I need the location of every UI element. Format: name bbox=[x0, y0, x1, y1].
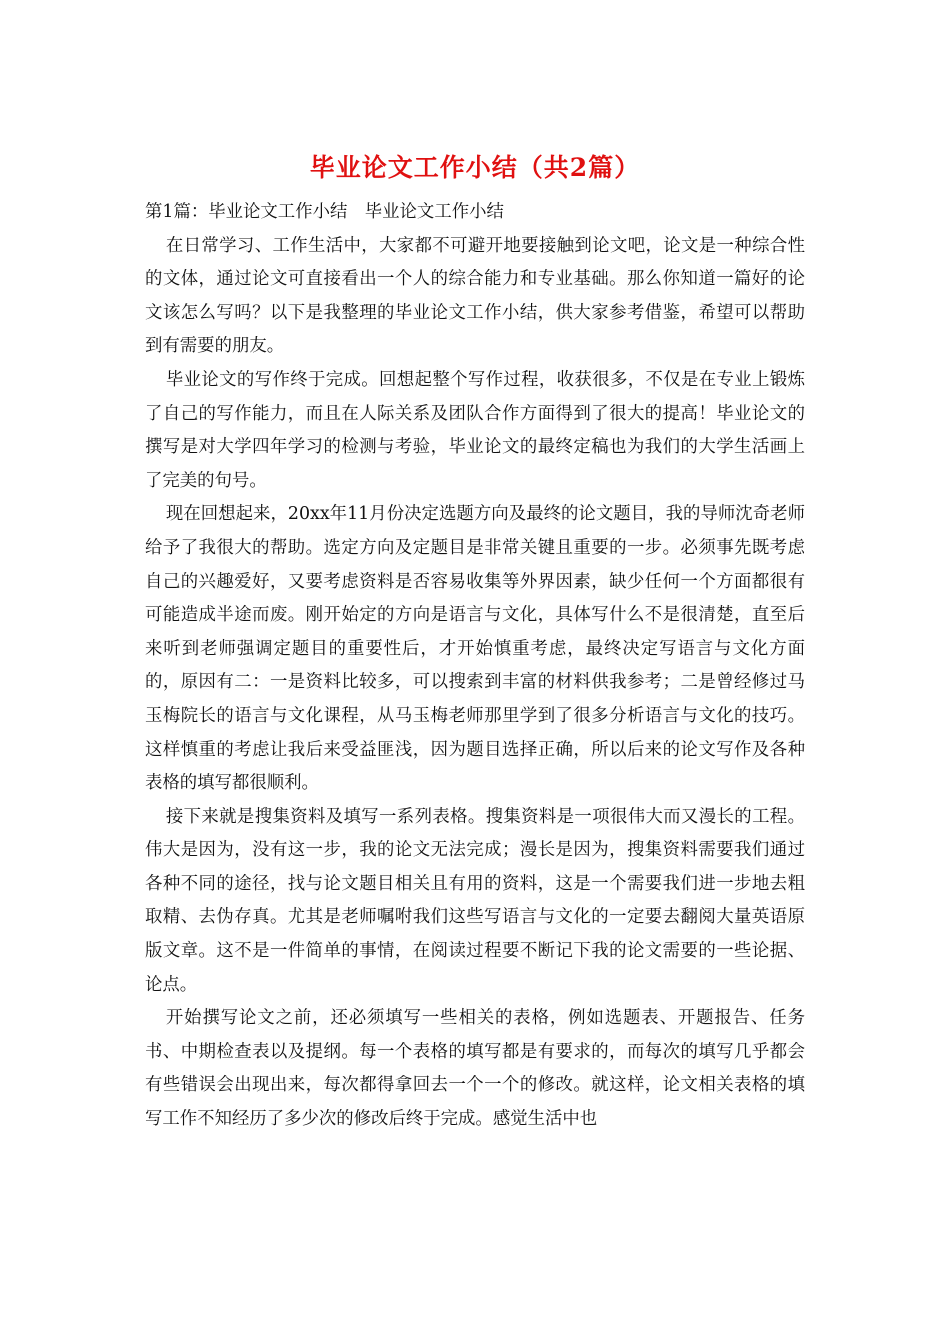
document-title: 毕业论文工作小结（共2篇） bbox=[309, 153, 641, 182]
paragraph-4: 接下来就是搜集资料及填写一系列表格。搜集资料是一项很伟大而又漫长的工程。伟大是因为，没有这一步，我的论文无法完成；漫长是因为，搜集资料需要我们通过各种不同的途径，找与论文题目相关且有用的资料，这是一个需要我们进一步地去粗取精、去伪存真。尤其是老师嘱咐我们这些写语言与文化的一定要去翻阅大量英语原版文章。这不是一件简单的事情，在阅读过程要不断记下我的论文需要的一些论据、论点。 bbox=[145, 806, 805, 995]
paragraph-1: 在日常学习、工作生活中，大家都不可避开地要接触到论文吧，论文是一种综合性的文体，通过论文可直接看出一个人的综合能力和专业基础。那么你知道一篇好的论文该怎么写吗？以下是我整理的毕业论文工作小结，供大家参考借鉴，希望可以帮助到有需要的朋友。 bbox=[145, 235, 805, 357]
paragraph-2: 毕业论文的写作终于完成。回想起整个写作过程，收获很多，不仅是在专业上锻炼了自己的写作能力，而且在人际关系及团队合作方面得到了很大的提高！毕业论文的撰写是对大学四年学习的检测与考验，毕业论文的最终定稿也为我们的大学生活画上了完美的句号。 bbox=[145, 369, 805, 491]
section-heading: 第1篇：毕业论文工作小结 毕业论文工作小结 bbox=[145, 202, 504, 222]
paragraph-3: 现在回想起来，20xx年11月份决定选题方向及最终的论文题目，我的导师沈奇老师给予了我很大的帮助。选定方向及定题目是非常关键且重要的一步。必须事先既考虑自己的兴趣爱好，又要考虑资料是否容易收集等外界因素，缺少任何一个方面都很有可能造成半途而废。刚开始定的方向是语言与文化，具体写什么不是很清楚，直至后来听到老师强调定题目的重要性后，才开始慎重考虑，最终决定写语言与文化方面的，原因有二：一是资料比较多，可以搜索到丰富的材料供我参考；二是曾经修过马玉梅院长的语言与文化课程，从马玉梅老师那里学到了很多分析语言与文化的技巧。这样慎重的考虑让我后来受益匪浅，因为题目选择正确，所以后来的论文写作及各种表格的填写都很顺利。 bbox=[145, 504, 805, 794]
document-body bbox=[145, 196, 805, 1137]
paragraph-5: 开始撰写论文之前，还必须填写一些相关的表格，例如选题表、开题报告、任务书、中期检查表以及提纲。每一个表格的填写都是有要求的，而每次的填写几乎都会有些错误会出现出来，每次都得拿回去一个一个的修改。就这样，论文相关表格的填写工作不知经历了多少次的修改后终于完成。感觉生活中也 bbox=[145, 1008, 805, 1130]
